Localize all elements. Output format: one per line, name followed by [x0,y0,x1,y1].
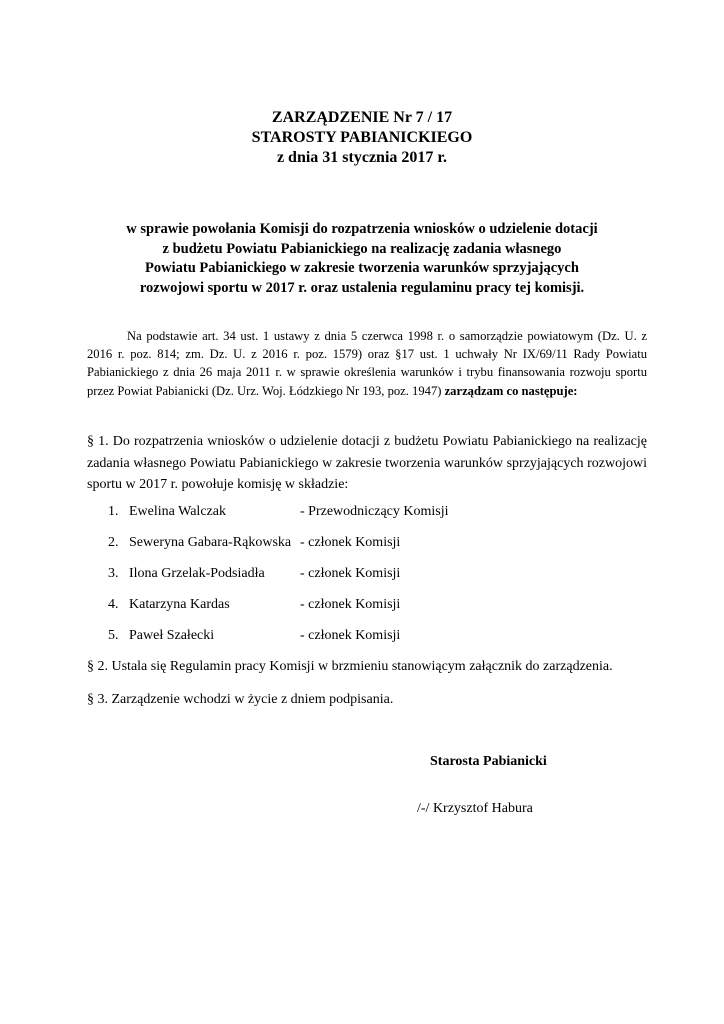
title-line-3: z dnia 31 stycznia 2017 r. [276,149,448,166]
list-item [108,502,628,533]
member-role: - członek Komisji [300,535,401,550]
member-role: - członek Komisji [300,566,401,581]
list-item [108,564,628,595]
member-number: 4. [108,597,119,612]
section-2-paragraph: § 2. Ustala się Regulamin pracy Komisji w brzmieniu stanowiącym załącznik do zarządzenia. [87,659,613,674]
member-number: 3. [108,566,119,581]
member-number: 2. [108,535,119,550]
section-3-paragraph: § 3. Zarządzenie wchodzi w życie z dniem podpisania. [87,692,394,707]
legal-basis-closing: zarządzam co następuje: [444,383,578,398]
subject-line-3: Powiatu Pabianickiego w zakresie tworzenia warunków sprzyjających [145,260,579,276]
subject-line-4: rozwojowi sportu w 2017 r. oraz ustalenia regulaminu pracy tej komisji. [139,279,585,296]
document-subject [60,220,664,298]
member-name: Ilona Grzelak-Podsiadła [129,566,265,581]
member-role: - członek Komisji [300,597,401,612]
subject-line-2: z budżetu Powiatu Pabianickiego na realizację zadania własnego [162,240,562,257]
list-item [108,533,628,564]
document-title [0,108,724,168]
list-item [108,595,628,626]
title-line-1: ZARZĄDZENIE Nr 7 / 17 [271,109,453,126]
signatory-name: /-/ Krzysztof Habura [417,801,533,816]
legal-basis-text: Na podstawie art. 34 ust. 1 ustawy z dnia 5 czerwca 1998 r. o samorządzie powiatowym (Dz. U. z 2016 r. poz. 814; zm. Dz. U. z 2016 r. poz. 1579) oraz §17 ust. 1 uchwały Nr IX/69/11 Rady Powiatu Pabianickiego z dnia 26 maja 2011 r. w sprawie określenia warunków i trybu finansowania rozwoju sportu przez Powiat Pabianicki (Dz. Urz. Woj. Łódzkiego Nr 193, poz. 1947) [87,329,647,398]
member-number: 5. [108,628,119,643]
member-name: Seweryna Gabara-Rąkowska [129,535,292,550]
committee-member-list [108,502,628,657]
legal-basis-paragraph [87,327,647,400]
member-name: Ewelina Walczak [129,504,226,519]
subject-line-1: w sprawie powołania Komisji do rozpatrzenia wniosków o udzielenie dotacji [126,221,598,237]
title-line-2: STAROSTY PABIANICKIEGO [251,129,473,146]
list-item [108,626,628,657]
signatory-title: Starosta Pabianicki [430,754,547,769]
member-role: - Przewodniczący Komisji [300,504,449,519]
member-number: 1. [108,504,119,519]
member-name: Katarzyna Kardas [129,597,230,612]
member-role: - członek Komisji [300,628,401,643]
member-name: Paweł Szałecki [129,628,215,643]
section-1-paragraph: § 1. Do rozpatrzenia wniosków o udzielenie dotacji z budżetu Powiatu Pabianickiego na realizację zadania własnego Powiatu Pabianickiego w zakresie tworzenia warunków sprzyjających rozwojowi sportu w 2017 r. powołuje komisję w składzie: [87,434,647,492]
